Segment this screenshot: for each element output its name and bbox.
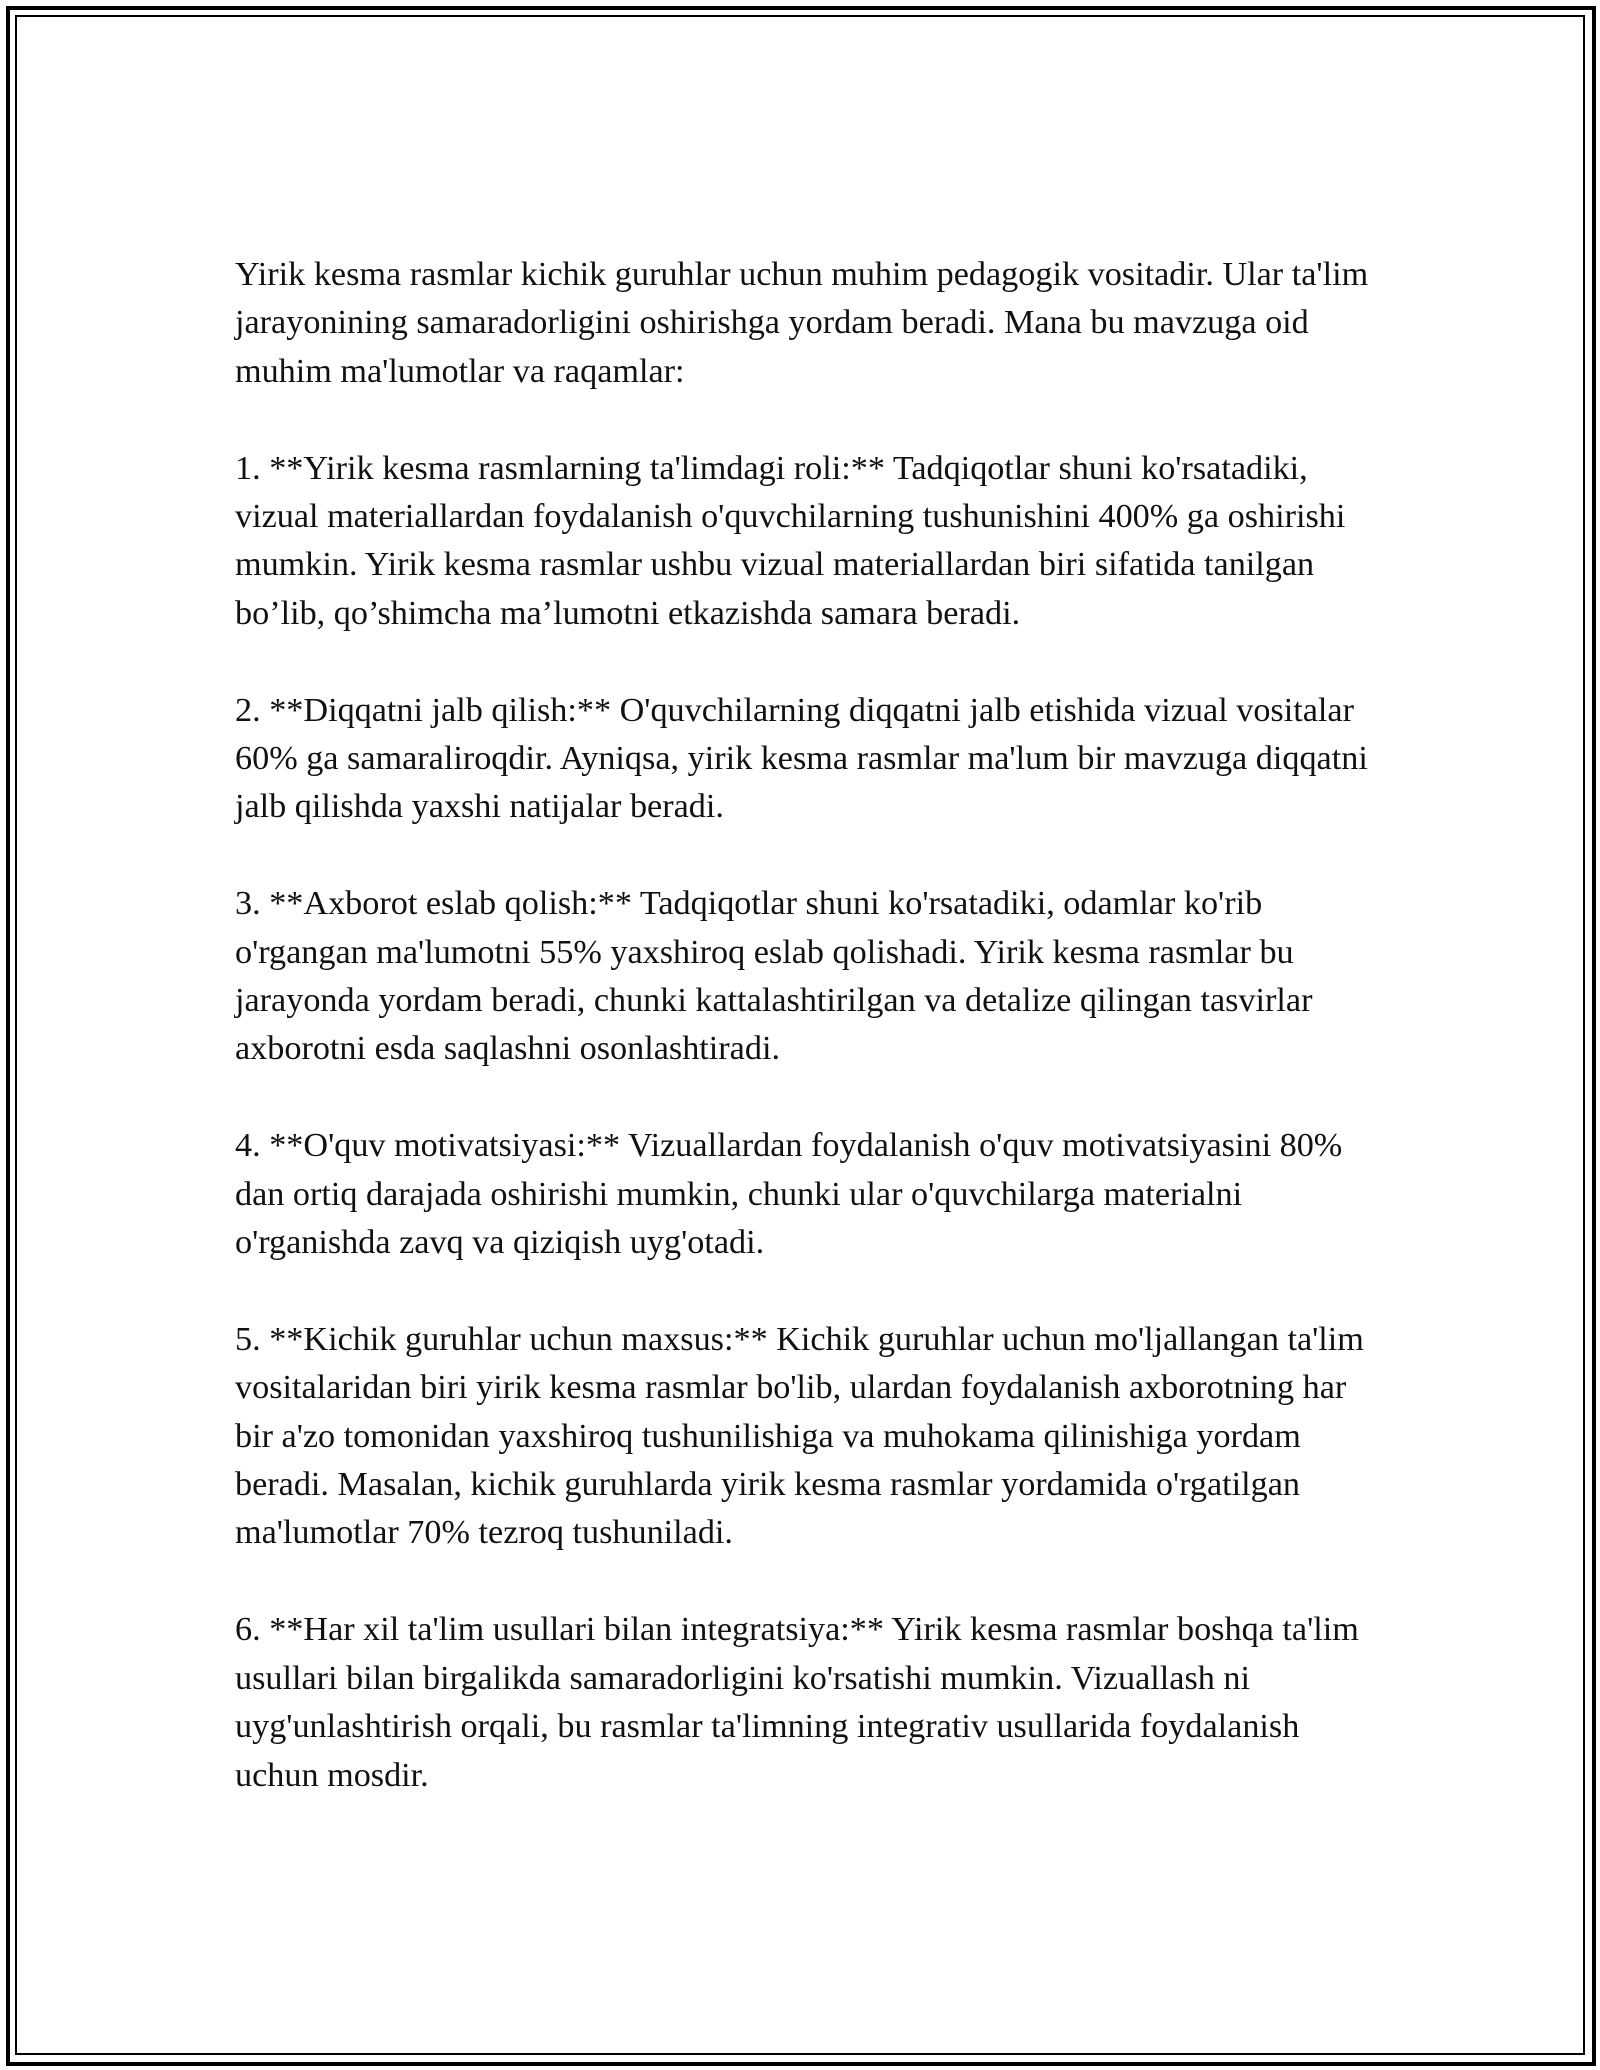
list-item: 1. **Yirik kesma rasmlarning ta'limdagi roli:** Tadqiqotlar shuni ko'rsatadiki, vizual materiallardan foydalanish o'quvchilarning tushunishini 400% ga oshirishi mumkin. Yirik kesma rasmlar ushbu vizual materiallardan biri sifatida tanilgan bo’lib, qo’shimcha ma’lumotni etkazishda samara beradi. [235,449,1346,632]
list-item: 5. **Kichik guruhlar uchun maxsus:** Kichik guruhlar uchun mo'ljallangan ta'lim vositalaridan biri yirik kesma rasmlar bo'lib, ulardan foydalanish axborotning har bir a'zo tomonidan yaxshiroq tushunilishiga va muhokama qilinishiga yordam beradi. Masalan, kichik guruhlarda yirik kesma rasmlar yordamida o'rgatilgan ma'lumotlar 70% tezroq tushuniladi. [235,1320,1364,1552]
list-item: 4. **O'quv motivatsiyasi:** Vizuallardan foydalanish o'quv motivatsiyasini 80% dan ortiq darajada oshirishi mumkin, chunki ular o'quvchilarga materialni o'rganishda zavq va qiziqish uyg'otadi. [235,1127,1343,1262]
list-item: 3. **Axborot eslab qolish:** Tadqiqotlar shuni ko'rsatadiki, odamlar ko'rib o'rgangan ma'lumotni 55% yaxshiroq eslab qolishadi. Yirik kesma rasmlar bu jarayonda yordam beradi, chunki kattalashtirilgan va detalize qilingan tasvirlar axborotni esda saqlashni osonlashtiradi. [235,885,1313,1068]
document-body [235,251,1385,1800]
list-item: 2. **Diqqatni jalb qilish:** O'quvchilarning diqqatni jalb etishida vizual vositalar 60% ga samaraliroqdir. Ayniqsa, yirik kesma rasmlar ma'lum bir mavzuga diqqatni jalb qilishda yaxshi natijalar beradi. [235,691,1368,826]
intro-paragraph: Yirik kesma rasmlar kichik guruhlar uchun muhim pedagogik vositadir. Ular ta'lim jarayonining samaradorligini oshirishga yordam beradi. Mana bu mavzuga oid muhim ma'lumotlar va raqamlar: [235,256,1369,390]
list-item: 6. **Har xil ta'lim usullari bilan integratsiya:** Yirik kesma rasmlar boshqa ta'lim usullari bilan birgalikda samaradorligini ko'rsatishi mumkin. Vizuallash ni uyg'unlashtirish orqali, bu rasmlar ta'limning integrativ usullarida foydalanish uchun mosdir. [235,1611,1359,1794]
